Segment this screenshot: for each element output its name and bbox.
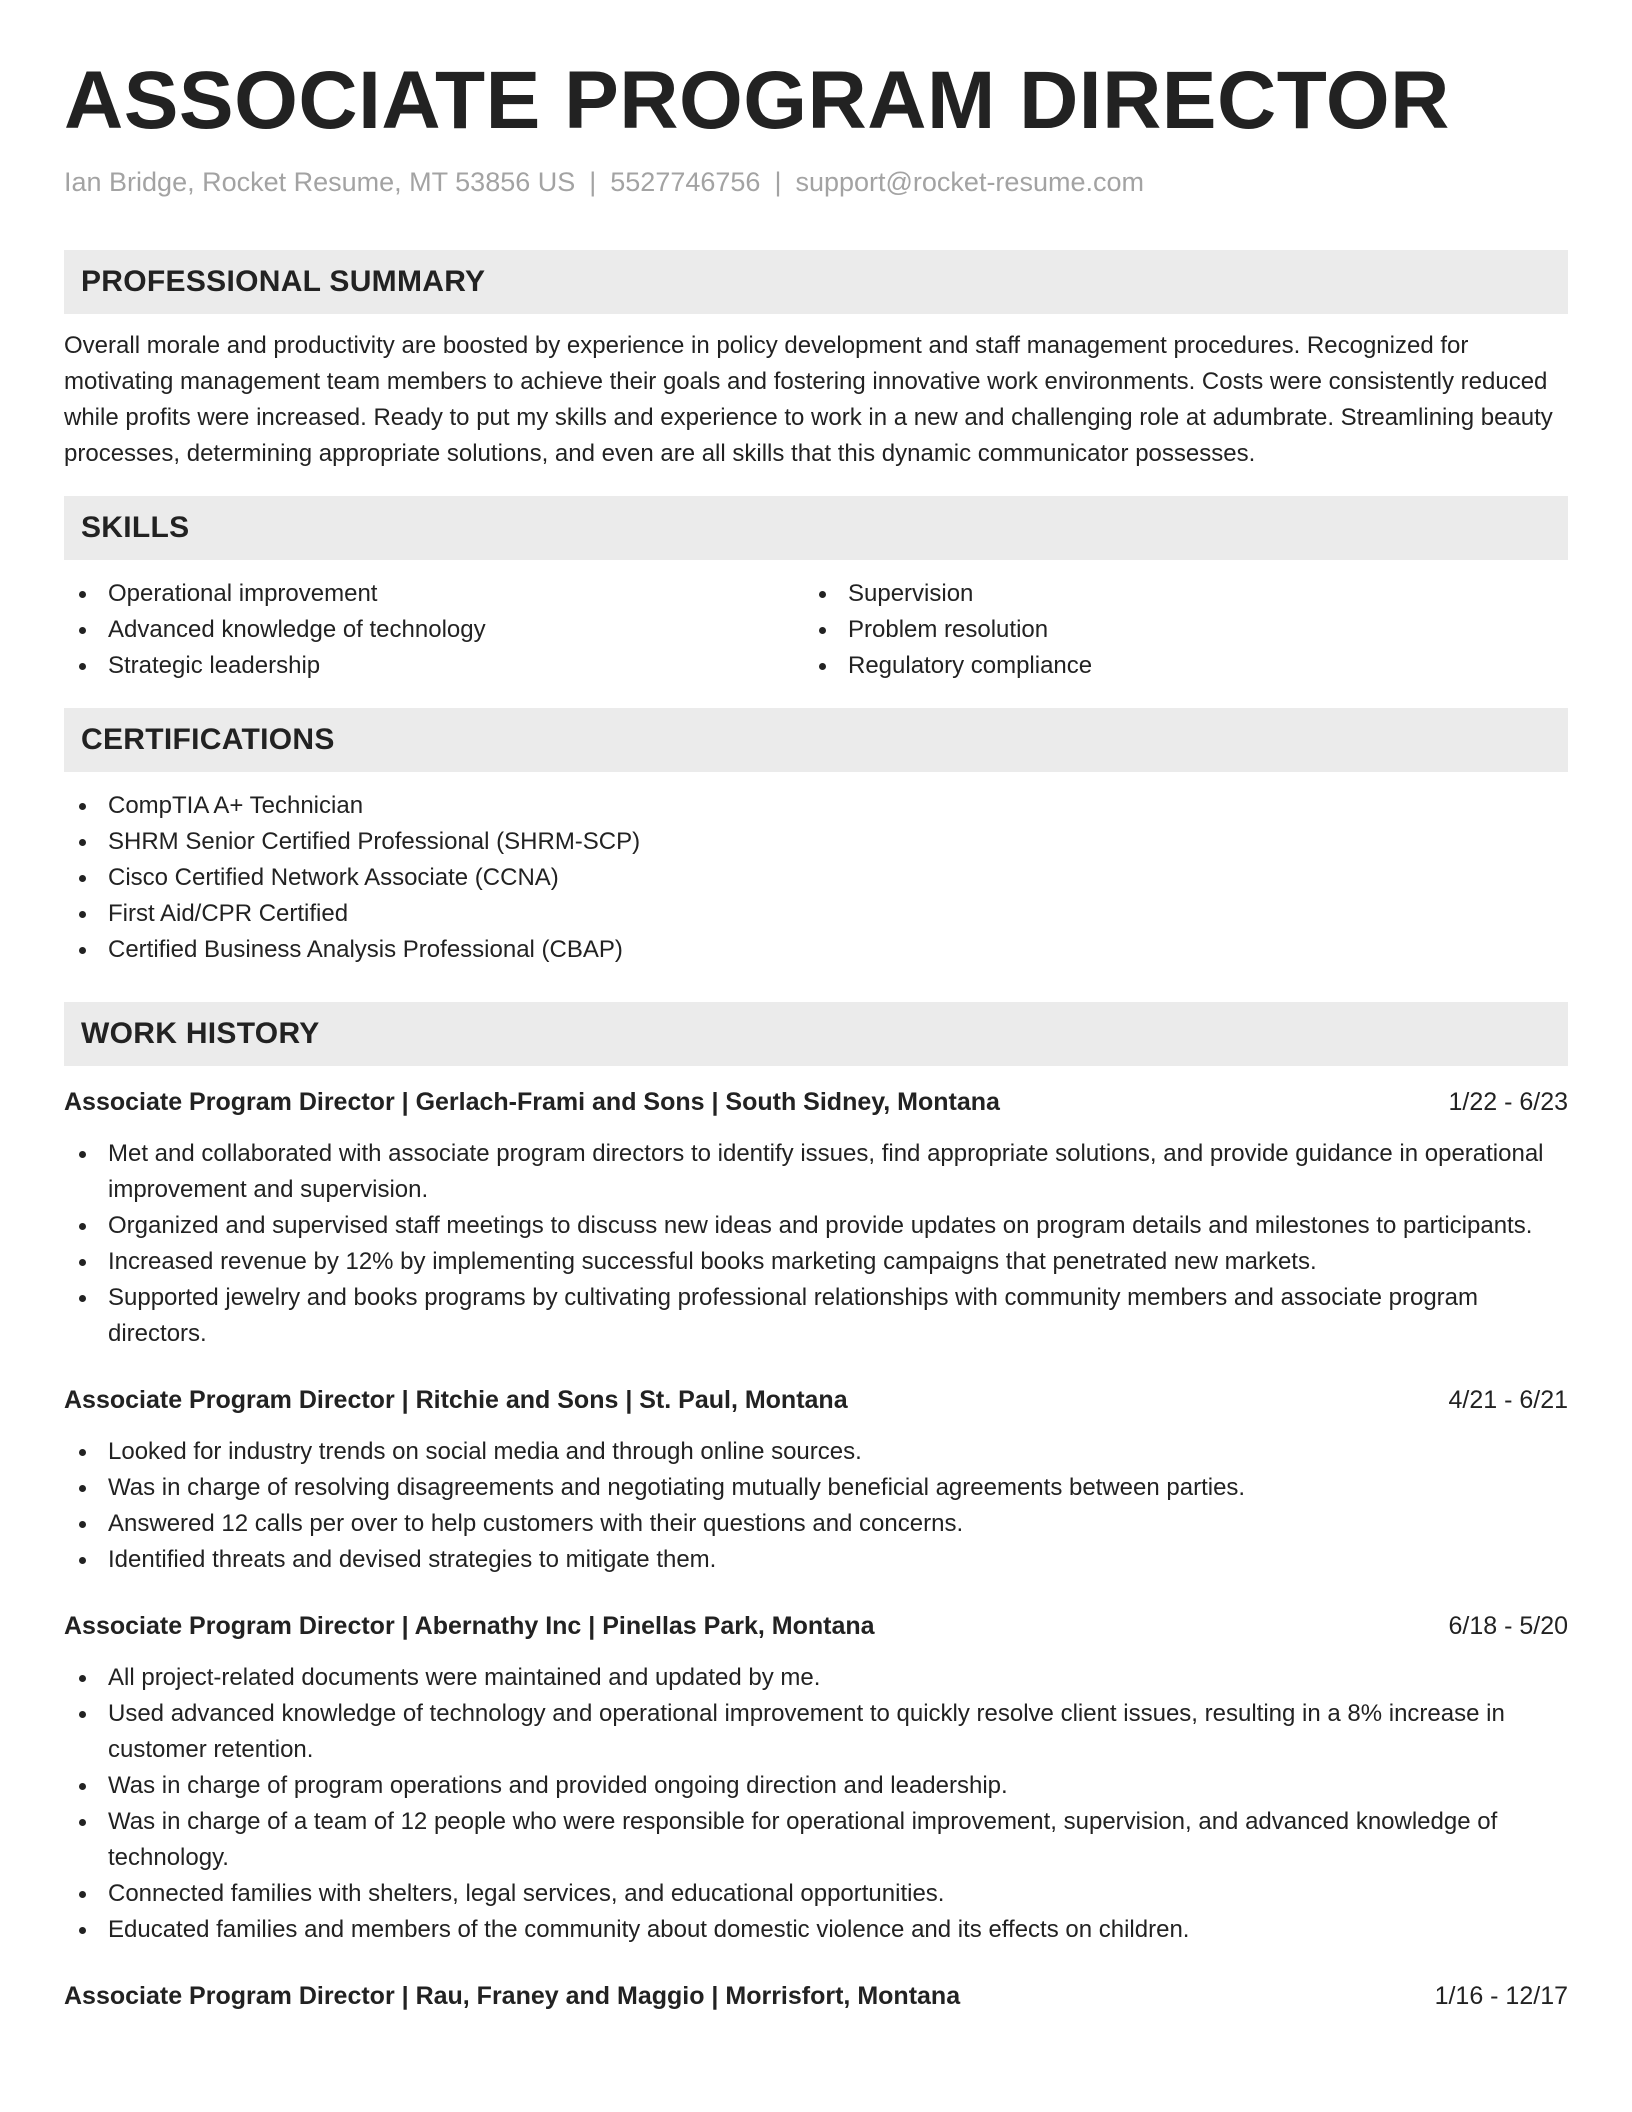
job-dates: 1/22 - 6/23 — [1448, 1088, 1568, 1117]
job-bullet: Identified threats and devised strategies to mitigate them. — [64, 1542, 1568, 1578]
job-bullet: Educated families and members of the community about domestic violence and its effects on children. — [64, 1912, 1568, 1948]
job-bullet: Organized and supervised staff meetings to discuss new ideas and provide updates on program details and milestones to participants. — [64, 1208, 1568, 1244]
job-dates: 1/16 - 12/17 — [1434, 1982, 1568, 2011]
section-heading-summary: PROFESSIONAL SUMMARY — [64, 250, 1568, 314]
certification-item: First Aid/CPR Certified — [64, 896, 1568, 932]
job-header — [64, 1608, 1568, 1644]
job-bullet: Increased revenue by 12% by implementing successful books marketing campaigns that penetrated new markets. — [64, 1244, 1568, 1280]
contact-separator: | — [774, 167, 782, 198]
skill-item: Advanced knowledge of technology — [64, 612, 804, 648]
job-title: Associate Program Director | Gerlach-Frami and Sons | South Sidney, Montana — [64, 1088, 1000, 1117]
skill-item: Supervision — [804, 576, 1544, 612]
skills-column-left — [64, 576, 804, 684]
job-title: Associate Program Director | Ritchie and Sons | St. Paul, Montana — [64, 1386, 848, 1415]
job-bullets — [64, 1434, 1568, 1578]
contact-address: Ian Bridge, Rocket Resume, MT 53856 US — [64, 167, 576, 198]
certification-item: Certified Business Analysis Professional (CBAP) — [64, 932, 1568, 968]
resume-title: ASSOCIATE PROGRAM DIRECTOR — [64, 55, 1450, 146]
skills-grid — [64, 576, 1568, 684]
skill-item: Problem resolution — [804, 612, 1544, 648]
job-bullet: Was in charge of a team of 12 people who were responsible for operational improvement, supervision, and advanced knowledge of technology. — [64, 1804, 1568, 1876]
job-header — [64, 1084, 1568, 1120]
section-heading-work-history: WORK HISTORY — [64, 1002, 1568, 1066]
job-entry — [64, 1978, 1568, 2014]
certification-item: Cisco Certified Network Associate (CCNA) — [64, 860, 1568, 896]
job-bullet: Connected families with shelters, legal services, and educational opportunities. — [64, 1876, 1568, 1912]
skills-column-right — [804, 576, 1544, 684]
job-header — [64, 1382, 1568, 1418]
job-title: Associate Program Director | Rau, Franey and Maggio | Morrisfort, Montana — [64, 1982, 961, 2011]
job-bullet: Looked for industry trends on social media and through online sources. — [64, 1434, 1568, 1470]
certification-item: SHRM Senior Certified Professional (SHRM-SCP) — [64, 824, 1568, 860]
certifications-list — [64, 788, 1568, 968]
summary-text: Overall morale and productivity are boosted by experience in policy development and staff management procedures. Recognized for motivating management team members to achieve their goals and fostering innovative work environments. Costs were consistently reduced while profits were increased. Ready to put my skills and experience to work in a new and challenging role at adumbrate. Streamlining beauty processes, determining appropriate solutions, and even are all skills that this dynamic communicator possesses. — [64, 332, 1553, 468]
skill-item: Strategic leadership — [64, 648, 804, 684]
contact-email: support@rocket-resume.com — [795, 167, 1144, 198]
job-bullets — [64, 1136, 1568, 1352]
job-title: Associate Program Director | Abernathy Inc | Pinellas Park, Montana — [64, 1612, 875, 1641]
job-dates: 6/18 - 5/20 — [1448, 1612, 1568, 1641]
job-entry — [64, 1084, 1568, 1352]
job-entry — [64, 1382, 1568, 1578]
job-bullet: Used advanced knowledge of technology and operational improvement to quickly resolve client issues, resulting in a 8% increase in customer retention. — [64, 1696, 1568, 1768]
job-bullet: Met and collaborated with associate program directors to identify issues, find appropriate solutions, and provide guidance in operational improvement and supervision. — [64, 1136, 1568, 1208]
skill-item: Regulatory compliance — [804, 648, 1544, 684]
job-bullet: All project-related documents were maintained and updated by me. — [64, 1660, 1568, 1696]
section-heading-skills: SKILLS — [64, 496, 1568, 560]
certification-item: CompTIA A+ Technician — [64, 788, 1568, 824]
job-bullet: Answered 12 calls per over to help customers with their questions and concerns. — [64, 1506, 1568, 1542]
contact-separator: | — [589, 167, 597, 198]
section-heading-certifications: CERTIFICATIONS — [64, 708, 1568, 772]
contact-phone: 5527746756 — [610, 167, 761, 198]
job-bullet: Supported jewelry and books programs by cultivating professional relationships with community members and associate program directors. — [64, 1280, 1568, 1352]
job-bullets — [64, 1660, 1568, 1948]
job-entry — [64, 1608, 1568, 1948]
contact-line — [64, 166, 1568, 198]
job-bullet: Was in charge of program operations and provided ongoing direction and leadership. — [64, 1768, 1568, 1804]
skill-item: Operational improvement — [64, 576, 804, 612]
job-dates: 4/21 - 6/21 — [1448, 1386, 1568, 1415]
job-header — [64, 1978, 1568, 2014]
job-bullet: Was in charge of resolving disagreements and negotiating mutually beneficial agreements between parties. — [64, 1470, 1568, 1506]
